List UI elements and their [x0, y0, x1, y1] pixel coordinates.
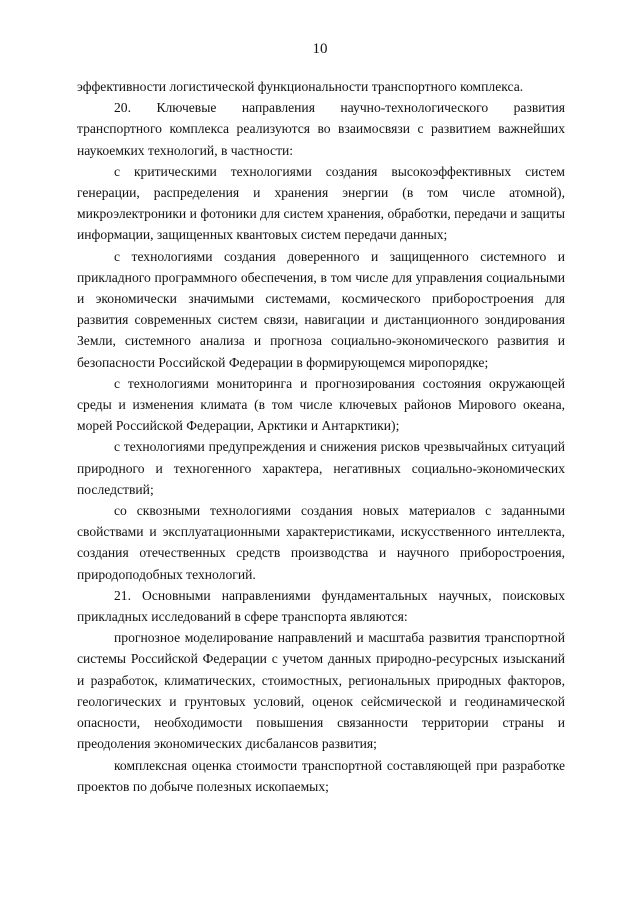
paragraph-monitoring-technologies: с технологиями мониторинга и прогнозирования состояния окружающей среды и изменения климата (в том числе ключевых районов Мирового океана, морей Российской Федерации, Арктики и Антарктики); — [77, 375, 565, 434]
paragraph-item-20: 20. Ключевые направления научно-технологического развития транспортного комплекса реализуются во взаимосвязи с развитием важнейших наукоемких технологий, в частности: — [77, 100, 565, 158]
paragraph-risk-technologies: с технологиями предупреждения и снижения рисков чрезвычайных ситуаций природного и техногенного характера, негативных социально-экономических последствий; — [77, 439, 565, 497]
paragraph-forecast-modeling: прогнозное моделирование направлений и масштаба развития транспортной системы Российской Федерации с учетом данных природно-ресурсных изысканий и разработок, климатических, стоимостных, региональных природных факторов, геологических и грунтовых условий, оценок сейсмической и геодинамической опасности, необходимости повышения связанности территории страны и преодоления экономических дисбалансов развития; — [77, 630, 565, 752]
page-number: 10 — [312, 41, 328, 57]
paragraph-critical-technologies: с критическими технологиями создания высокоэффективных систем генерации, распределения и хранения энергии (в том числе атомной), микроэлектроники и фотоники для систем хранения, обработки, передачи и защиты информации, защищенных квантовых систем передачи данных; — [77, 163, 565, 243]
paragraph-cross-cutting-technologies: со сквозными технологиями создания новых материалов с заданными свойствами и эксплуатационными характеристиками, искусственного интеллекта, создания отечественных средств производства и научного приборостроения, природоподобных технологий. — [77, 503, 565, 582]
paragraph-software-technologies: с технологиями создания доверенного и защищенного системного и прикладного программного обеспечения, в том числе для управления социальными и экономически значимыми системами, космического приборостроения для развития современных систем связи, навигации и дистанционного зондирования Земли, системного анализа и прогноза социально-экономического развития и безопасности Российской Федерации в формирующемся миропорядке; — [77, 248, 565, 370]
paragraph-continuation: эффективности логистической функциональности транспортного комплекса. — [77, 79, 524, 94]
paragraph-item-21: 21. Основными направлениями фундаментальных научных, поисковых прикладных исследований в сфере транспорта являются: — [77, 587, 565, 625]
paragraph-cost-assessment: комплексная оценка стоимости транспортной составляющей при разработке проектов по добыче полезных ископаемых; — [77, 757, 565, 794]
document-body — [77, 76, 565, 797]
